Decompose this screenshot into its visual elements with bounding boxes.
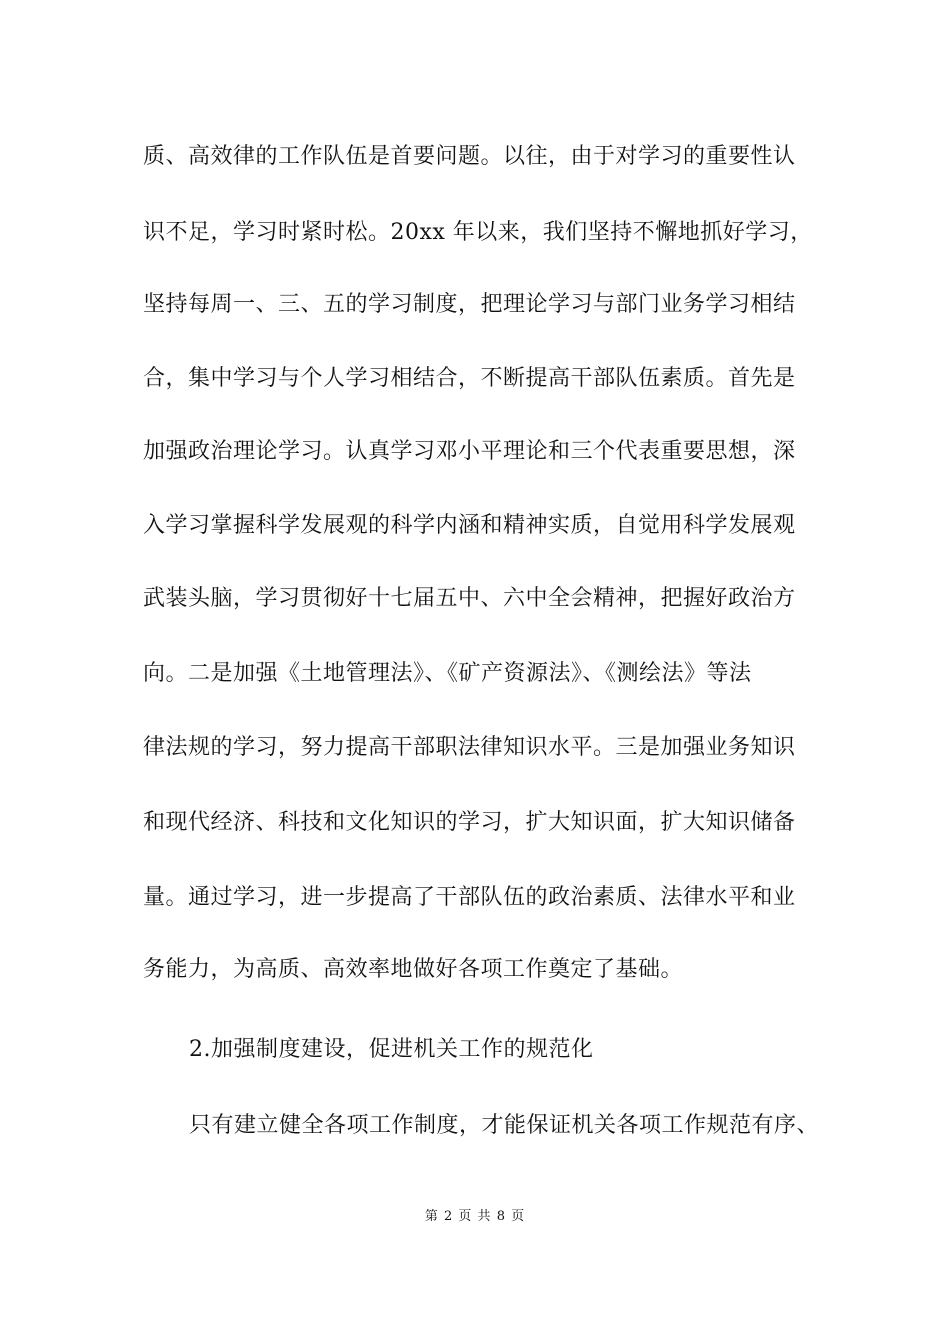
body-line: 入学习掌握科学发展观的科学内涵和精神实质，自觉用科学发展观 [143, 513, 796, 538]
body-line: 质、高效律的工作队伍是首要问题。以往，由于对学习的重要性认 [143, 144, 796, 169]
paragraph-first-line: 只有建立健全各项工作制度，才能保证机关各项工作规范有序、 [189, 1113, 820, 1138]
body-line: 识不足，学习时紧时松。20xx 年以来，我们坚持不懈地抓好学习， [143, 220, 813, 245]
body-line: 务能力，为高质、高效率地做好各项工作奠定了基础。 [143, 957, 684, 982]
body-line: 武装头脑，学习贯彻好十七届五中、六中全会精神，把握好政治方 [143, 586, 796, 611]
body-line: 律法规的学习，努力提高干部职法律知识水平。三是加强业务知识 [143, 735, 796, 760]
body-line: 合，集中学习与个人学习相结合，不断提高干部队伍素质。首先是 [143, 366, 796, 391]
body-line: 向。二是加强《土地管理法》、《矿产资源法》、《测绘法》等法 [143, 661, 752, 686]
section-heading: 2.加强制度建设，促进机关工作的规范化 [189, 1037, 594, 1062]
body-line: 量。通过学习，进一步提高了干部队伍的政治素质、法律水平和业 [143, 885, 796, 910]
page-number-footer: 第 2 页 共 8 页 [424, 1209, 526, 1224]
body-line: 和现代经济、科技和文化知识的学习，扩大知识面，扩大知识储备 [143, 810, 796, 835]
body-line: 坚持每周一、三、五的学习制度，把理论学习与部门业务学习相结 [143, 292, 796, 317]
body-line: 加强政治理论学习。认真学习邓小平理论和三个代表重要思想，深 [143, 439, 796, 464]
